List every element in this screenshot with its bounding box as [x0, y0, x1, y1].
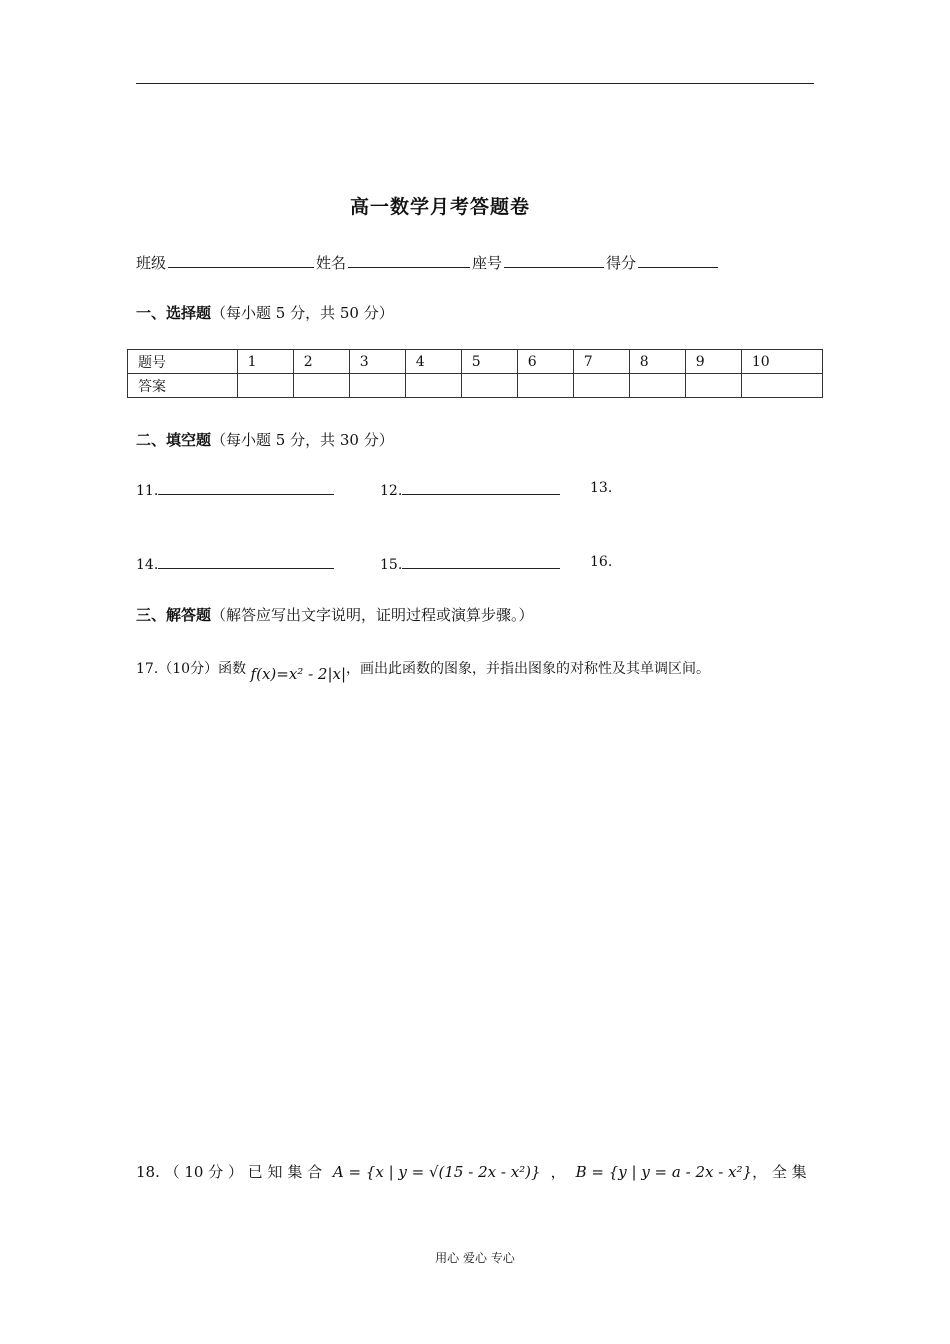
answer-cell[interactable]: [405, 374, 461, 398]
blank-number: 12.: [380, 483, 403, 499]
question-number: 6: [517, 350, 573, 374]
class-field[interactable]: [168, 251, 314, 268]
answer-cell[interactable]: [517, 374, 573, 398]
blank-11: [136, 480, 334, 499]
page-footer: 用心 爱心 专心: [435, 1251, 515, 1265]
blank-number: 16.: [590, 554, 613, 570]
choice-answer-table: [127, 349, 823, 398]
row-label-number: 题号: [128, 350, 238, 374]
question-number: 9: [685, 350, 741, 374]
score-label: 得分: [606, 254, 637, 272]
answer-cell[interactable]: [741, 374, 822, 398]
blank-number: 15.: [380, 557, 403, 573]
question-number: 3: [349, 350, 405, 374]
answer-cell[interactable]: [685, 374, 741, 398]
blank-13: [590, 480, 612, 496]
answer-cell[interactable]: [573, 374, 629, 398]
q17-suffix: ，画出此函数的图象，并指出图象的对称性及其单调区间。: [346, 661, 711, 677]
answer-cell[interactable]: [629, 374, 685, 398]
question-number: 4: [405, 350, 461, 374]
question-18: [136, 1161, 807, 1182]
blank-14: [136, 554, 334, 573]
question-17: [136, 658, 711, 683]
q18-prefix: 18. （ 10 分 ） 已 知 集 合: [136, 1163, 323, 1181]
section3-title: 三、解答题: [136, 606, 212, 624]
seat-field[interactable]: [504, 251, 604, 268]
q18-suffix: ， 全 集: [752, 1163, 807, 1181]
seat-label: 座号: [472, 254, 503, 272]
section3-heading: [136, 604, 534, 625]
student-info-line: [136, 251, 720, 273]
q18-comma: ，: [550, 1163, 566, 1181]
question-number: 7: [573, 350, 629, 374]
table-row-numbers: [128, 350, 823, 374]
q18-set-b: B = {y | y = a - 2x - x²}: [575, 1163, 753, 1181]
answer-cell[interactable]: [461, 374, 517, 398]
row-label-answer: 答案: [128, 374, 238, 398]
class-label: 班级: [136, 254, 167, 272]
blank-16: [590, 554, 612, 570]
name-label: 姓名: [316, 254, 347, 272]
section2-title: 二、填空题: [136, 431, 212, 449]
top-rule: [136, 83, 814, 84]
page-title: 高一数学月考答题卷: [349, 196, 530, 218]
section3-note: （解答应写出文字说明，证明过程或演算步骤。）: [211, 606, 534, 624]
blank-number: 13.: [590, 480, 613, 496]
question-number: 1: [237, 350, 293, 374]
section1-title: 一、选择题: [136, 304, 212, 322]
section2-note: （每小题 5 分，共 30 分）: [211, 431, 394, 449]
question-number: 8: [629, 350, 685, 374]
question-number: 2: [293, 350, 349, 374]
section1-heading: [136, 302, 394, 323]
blank-number: 14.: [136, 557, 159, 573]
question-number: 10: [741, 350, 822, 374]
blank-line[interactable]: [158, 480, 334, 495]
question-number: 5: [461, 350, 517, 374]
answer-cell[interactable]: [293, 374, 349, 398]
name-field[interactable]: [348, 251, 470, 268]
q18-set-a: A = {x | y = √(15 - 2x - x²)}: [332, 1163, 541, 1181]
blank-line[interactable]: [402, 554, 560, 569]
score-field[interactable]: [638, 251, 718, 268]
section2-heading: [136, 429, 394, 450]
blank-line[interactable]: [402, 480, 560, 495]
table-row-answers: [128, 374, 823, 398]
blank-12: [380, 480, 560, 499]
q17-prefix: 17.（10分）函数: [136, 661, 247, 677]
section1-note: （每小题 5 分，共 50 分）: [211, 304, 394, 322]
blank-number: 11.: [136, 483, 159, 499]
q17-formula: f(x)=x² - 2|x|: [250, 665, 347, 683]
answer-cell[interactable]: [237, 374, 293, 398]
blank-15: [380, 554, 560, 573]
answer-cell[interactable]: [349, 374, 405, 398]
blank-line[interactable]: [158, 554, 334, 569]
